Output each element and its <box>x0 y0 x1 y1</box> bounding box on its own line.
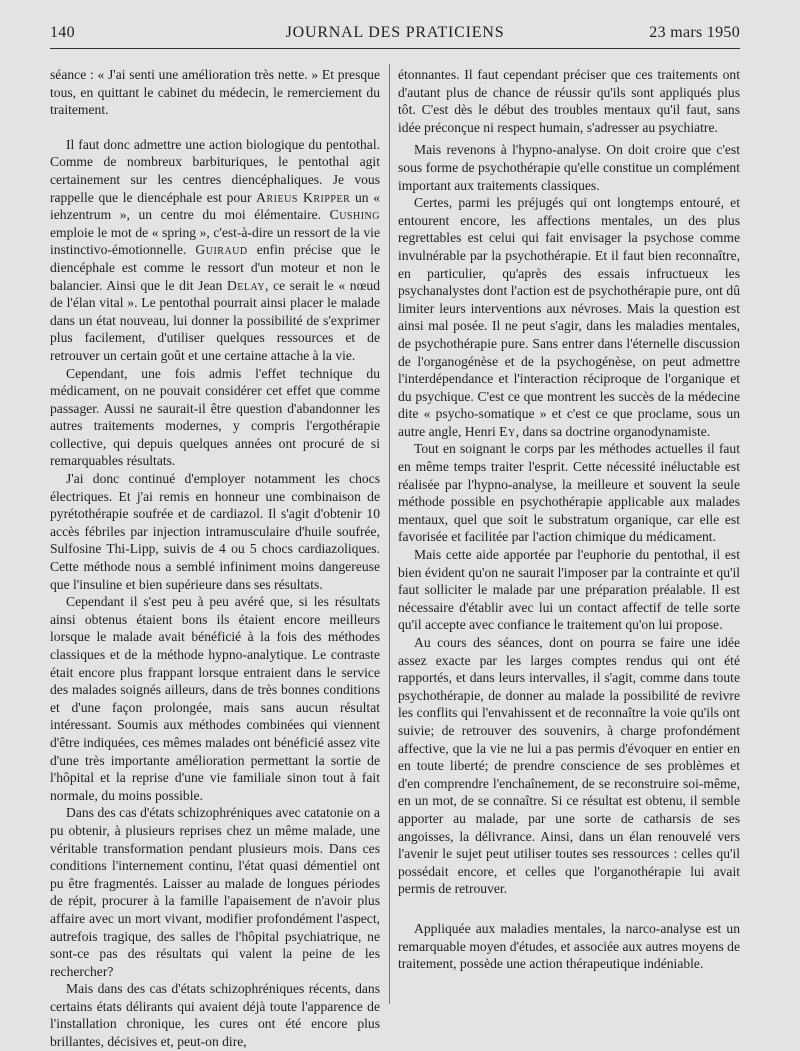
column-separator <box>389 64 390 1004</box>
author-name: Ey <box>499 423 516 439</box>
paragraph: séance : « J'ai senti une amélioration très nette. » Et presque tous, en quittant le cabinet du médecin, le remerciement du traitement. <box>50 67 380 118</box>
paragraph: Mais cette aide apportée par l'euphorie du pentothal, il est bien évident qu'on ne saurait l'imposer par la contrainte et qu'il faut solliciter le malade par une préparation préalable. Il est nécessaire d'établir avec lui un contact affectif de telle sorte qu'il accepte avec confiance le traitement qu'on lui propose. <box>398 547 740 633</box>
running-header <box>50 24 740 46</box>
author-name: Delay <box>226 277 266 293</box>
paragraph-text: Il faut donc admettre une action biologique du pentothal. Comme de nombreux barbituriques, le pentothal agit certainement sur les centres diencéphaliques. Je vous rappelle que le diencéphale est pour <box>50 136 380 205</box>
paragraph: Cependant il s'est peu à peu avéré que, si les résultats ainsi obtenus étaient bons ils étaient encore meilleurs lorsque le malade avait bénéficié à la fois des méthodes classiques et de la méthode hypno-analytique. Le contraste était encore plus frappant lorsque entraient dans le service des malades soignés ailleurs, dans de très bonnes conditions et d'une façon prolongée, mais sans aucun résultat intéressant. Soumis aux méthodes combinées qui viennent d'être indiquées, ces mêmes malades ont bénéficié assez vite d'une très importante amélioration permettant la sortie de l'hôpital et la reprise d'une vie familiale sinon tout à fait normale, du moins possible. <box>50 594 380 803</box>
right-column <box>398 66 740 973</box>
paragraph-text: un « iehzentrum », un centre du moi élémentaire. <box>50 189 381 223</box>
paragraph: Mais revenons à l'hypno-analyse. On doit croire que c'est sous forme de psychothérapie qu'elle constitue un complément important aux traitements classiques. <box>398 142 740 193</box>
paragraph-text: enfin précise que le diencéphale est comme le ressort d'un moteur et non le balancier. Ainsi que le dit Jean <box>50 242 380 293</box>
paragraph: Au cours des séances, dont on pourra se faire une idée assez exacte par les larges comptes rendus qui ont été rapportés, et dans leurs intervalles, il s'agit, comme dans toute psychothérapie, de donner au malade la possibilité de revivre les conflits qui l'envahissent et de reconnaître la voie qu'ils ont suivie; de retrouver des souvenirs, à charge profondément affective, que la vie ne lui a pas permis d'évoquer en entier en en toute liberté; de prendre conscience de ses problèmes et d'en comprendre l'enchaînement, de se reconstruire soi-même, en un mot, de se connaître. Si ce résultat est obtenu, il semble apporter au malade, par une sorte de catharsis de ses angoisses, la délivrance. Ainsi, dans un élan renouvelé vers l'avenir le sujet peut utiliser toutes ses ressources : celles qu'il possédait encore, et celles que l'organothérapie lui avait permis de retrouver. <box>398 635 740 897</box>
paragraph-text: emploie le mot de « spring », c'est-à-dire un ressort de la vie instinctivo-émotionnelle. <box>50 224 380 258</box>
author-name: Guiraud <box>195 242 248 258</box>
author-name: Arieus Kripper <box>256 189 351 205</box>
header-rule <box>50 48 740 49</box>
author-name: Cushing <box>329 207 380 223</box>
paragraph-text: , dans sa doctrine organodynamiste. <box>515 423 711 439</box>
paragraph <box>398 194 740 440</box>
paragraph: Dans des cas d'états schizophréniques avec catatonie on a pu obtenir, à plusieurs reprises chez un même malade, une véritable transformation pendant plusieurs mois. Dans ces conditions l'internement continu, l'état quasi démentiel ont pu être fragmentés. Laisser au malade de longues périodes de répit, procurer à la famille l'apaisement de n'avoir plus affaire avec un mort vivant, modifier profondément l'aspect, autrefois tragique, des salles de l'hôpital psychiatrique, ne sont-ce pas des résultats qui valent la peine de les rechercher? <box>50 805 380 979</box>
conclusion-paragraph: Appliquée aux maladies mentales, la narco-analyse est un remarquable moyen d'études, et associée aux autres moyens de traitement, possède une action thérapeutique indéniable. <box>398 920 740 972</box>
paragraph: Tout en soignant le corps par les méthodes actuelles il faut en même temps traiter l'esprit. Cette nécessité inéluctable est réalisée par l'hypno-analyse, la meilleure et souvent la seule méthode possible en psychothérapie applicable aux malades mentaux, quel que soit le substratum organique, car elle est favorisée et facilitée par l'action chimique du médicament. <box>398 441 740 545</box>
paragraph: étonnantes. Il faut cependant préciser que ces traitements ont d'autant plus de chance de réussir qu'ils sont appliqués plus tôt. C'est dès le début des troubles mentaux qu'il faut, sans idée préconçue ni respect humain, s'adresser au psychiatre. <box>398 67 740 135</box>
page-number: 140 <box>50 24 75 41</box>
paragraph-text: Certes, parmi les préjugés qui ont longtemps entouré, et entourent encore, les affections mentales, un des plus regrettables est celui qui fait envisager la psychose comme invulnérable par la psychothérapie. Et il faut bien reconnaître, en particulier, qu'après des essais infructueux les psychanalystes dont l'action est de psychothérapie pure, ont dû limiter leurs interventions aux névroses. Mais la question est ainsi mal posée. Il ne peut s'agir, dans les maladies mentales, de psychothérapie pure. Sans entrer dans l'éternelle discussion de l'organogénèse et de la psychogénèse, on peut admettre l'interdépendance et l'interaction réciproque de l'organique et du psychique. C'est ce que montrent les succès de la médecine dite « psycho-somatique » et c'est ce que proclame, sous un autre angle, Henri <box>398 195 740 439</box>
paragraph: Mais dans des cas d'états schizophréniques récents, dans certains états délirants qui avaient déjà toute l'apparence de l'installation chronique, les cures ont été encore plus brillantes, décisives et, peut-on dire, <box>50 981 380 1050</box>
issue-date: 23 mars 1950 <box>649 24 740 41</box>
paragraph: Cependant, une fois admis l'effet technique du médicament, on ne pouvait considérer cet effet que comme passager. Aussi ne saurait-il être question d'abandonner les autres traitements modernes, y compris l'ergothérapie collective, qui depuis quelques années ont procuré de si remarquables résultats. <box>50 365 380 469</box>
journal-title: JOURNAL DES PRATICIENS <box>285 24 505 41</box>
paragraph: J'ai donc continué d'employer notamment les chocs électriques. Et j'ai remis en honneur une combinaison de pyrétothérapie soufrée et de cardiazol. Il s'agit d'obtenir 10 accès fébriles par injection intramusculaire d'huile soufrée, Sulfosine Thi-Lipp, suivis de 4 ou 5 chocs cardiazoliques. Cette méthode nous a semblé infiniment moins dangereuse que l'insuline et bien supérieure dans ses résultats. <box>50 471 380 592</box>
left-column <box>50 66 380 1051</box>
paragraph-text: , ce serait le « nœud de l'élan vital ». Le pentothal pourrait ainsi placer le malade dans un état nouveau, lui donner la possibilité de s'exprimer plus facilement, d'utiliser quelques ressources et de retrouver un certain goût et une certaine attache à la vie. <box>50 277 380 363</box>
paragraph <box>50 136 380 365</box>
